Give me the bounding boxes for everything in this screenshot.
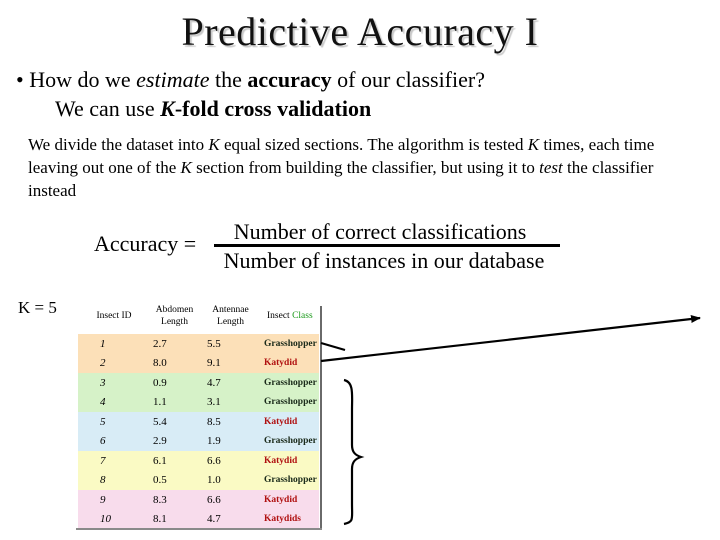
- k-label: K = 5: [18, 298, 57, 317]
- formula-denominator: Number of instances in our database: [223, 248, 545, 273]
- cell-insect-class: Grasshopper: [264, 377, 317, 388]
- answer-text-pre: We can use: [55, 96, 161, 121]
- bullet-text-mid: the: [209, 67, 248, 92]
- cell-antennae-length: 4.7: [207, 376, 221, 389]
- arrow-right: [321, 318, 700, 361]
- cell-insect-id: 10: [100, 513, 111, 526]
- cell-abdomen-length: 1.1: [153, 396, 167, 409]
- cell-insect-id: 2: [100, 357, 106, 370]
- bullet-emphasis: estimate: [136, 67, 210, 92]
- formula-numerator: Number of correct classifications: [233, 219, 527, 244]
- bullet-strong: accuracy: [247, 67, 332, 92]
- cell-insect-id: 7: [100, 454, 106, 467]
- header-insect-id: Insect ID: [96, 310, 132, 321]
- desc-part: the classifier instead: [28, 158, 654, 200]
- cell-insect-id: 6: [100, 435, 106, 448]
- cell-antennae-length: 8.5: [207, 415, 221, 428]
- bullet-text-post: of our classifier?: [331, 67, 485, 92]
- cell-insect-class: Grasshopper: [264, 338, 317, 349]
- answer-text-post: -fold cross validation: [174, 96, 372, 121]
- cell-abdomen-length: 2.7: [153, 337, 167, 350]
- cell-insect-id: 9: [100, 493, 106, 506]
- cell-antennae-length: 9.1: [207, 357, 221, 370]
- desc-k: K: [208, 135, 220, 154]
- cell-insect-class: Katydids: [264, 514, 301, 525]
- cell-abdomen-length: 6.1: [153, 454, 167, 467]
- cell-insect-class: Grasshopper: [264, 397, 317, 408]
- desc-part: times, each time leaving out one of the: [28, 135, 655, 177]
- slide-title: Predictive Accuracy I: [181, 9, 539, 54]
- arrow-to-brace: [321, 343, 345, 350]
- cell-insect-class: Grasshopper: [264, 436, 317, 447]
- cell-abdomen-length: 0.5: [153, 474, 167, 487]
- cell-abdomen-length: 2.9: [153, 435, 167, 448]
- cell-abdomen-length: 8.3: [153, 493, 167, 506]
- desc-k: K: [527, 135, 540, 154]
- desc-part: equal sized sections. The algorithm is tested: [219, 135, 528, 154]
- cell-antennae-length: 1.9: [207, 435, 221, 448]
- desc-part: We divide the dataset into: [28, 135, 209, 154]
- cell-antennae-length: 4.7: [207, 513, 221, 526]
- header-antennae-length: Antennae Length: [212, 304, 249, 327]
- cell-insect-id: 1: [100, 337, 106, 350]
- bullet-text-pre: How do we: [29, 67, 137, 92]
- cell-antennae-length: 3.1: [207, 396, 221, 409]
- cell-abdomen-length: 8.1: [153, 513, 167, 526]
- cell-abdomen-length: 5.4: [153, 415, 167, 428]
- cell-antennae-length: 5.5: [207, 337, 221, 350]
- cell-antennae-length: 6.6: [207, 454, 221, 467]
- cell-abdomen-length: 8.0: [153, 357, 167, 370]
- cell-insect-id: 4: [100, 396, 106, 409]
- cell-insect-class: Grasshopper: [264, 475, 317, 486]
- cell-antennae-length: 1.0: [207, 474, 221, 487]
- cell-insect-id: 3: [100, 376, 106, 389]
- desc-test: test: [539, 158, 563, 177]
- cell-insect-class: Katydid: [264, 455, 298, 466]
- cell-antennae-length: 6.6: [207, 493, 221, 506]
- answer-k: K: [160, 96, 175, 121]
- cell-insect-class: Katydid: [264, 494, 298, 505]
- cell-insect-id: 5: [100, 415, 106, 428]
- desc-part: section from building the classifier, but using it to: [191, 158, 540, 177]
- header-abdomen-length: Abdomen Length: [155, 304, 194, 327]
- cell-insect-class: Katydid: [264, 358, 298, 369]
- cell-insect-class: Katydid: [264, 416, 298, 427]
- accuracy-label: Accuracy =: [94, 231, 197, 256]
- fold-brace: [344, 380, 361, 524]
- cell-abdomen-length: 0.9: [153, 376, 167, 389]
- cell-insect-id: 8: [100, 474, 106, 487]
- bullet-marker: •: [16, 67, 24, 92]
- header-insect-class: Insect Class: [267, 310, 313, 321]
- desc-k: K: [180, 158, 192, 177]
